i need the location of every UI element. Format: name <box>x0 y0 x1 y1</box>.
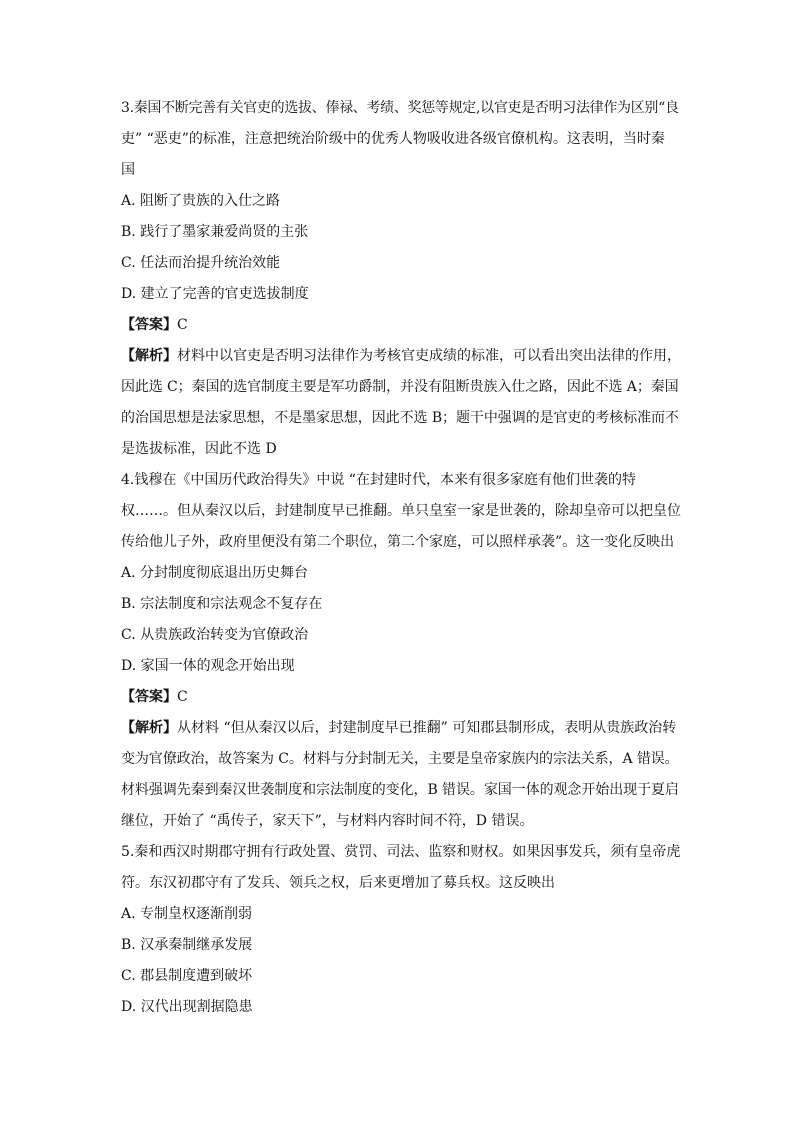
question-stem-line: 4.钱穆在《中国历代政治得失》中说 “在封建时代，本来有很多家庭有他们世袭的特 <box>121 472 636 488</box>
analysis-text: 从材料 “但从秦汉以后，封建制度早已推翻” 可知郡县制形成，表明从贵族政治转 <box>177 720 677 736</box>
option-a: A. 专制皇权逐渐削弱 <box>121 906 253 922</box>
analysis-line: 的治国思想是法家思想，不是墨家思想，因此不选 B；题干中强调的是官吏的考核标准而不 <box>121 410 679 426</box>
option-d: D. 家国一体的观念开始出现 <box>121 658 295 674</box>
question-stem-line: 3.秦国不断完善有关官吏的选拔、俸禄、考绩、奖惩等规定,以官吏是否明习法律作为区别“良 <box>121 100 679 116</box>
option-c: C. 任法而治提升统治效能 <box>121 255 281 271</box>
analysis-label: 【解析】 <box>121 348 177 364</box>
option-b: B. 汉承秦制继承发展 <box>121 937 253 953</box>
answer-line <box>121 310 681 341</box>
question-4 <box>121 465 681 837</box>
analysis-line: 因此选 C；秦国的选官制度主要是军功爵制，并没有阻断贵族入仕之路，因此不选 A；秦国 <box>121 379 679 395</box>
analysis-label: 【解析】 <box>121 720 177 736</box>
analysis-line: 继位，开始了 “禹传子，家天下”，与材料内容时间不符，D 错误。 <box>121 813 534 829</box>
analysis-text: 材料中以官吏是否明习法律作为考核官吏成绩的标准，可以看出突出法律的作用， <box>177 348 681 364</box>
answer-value: C <box>177 689 188 705</box>
question-stem-line: 国 <box>121 162 135 178</box>
option-a: A. 阻断了贵族的入仕之路 <box>121 193 281 209</box>
analysis-line <box>121 713 681 744</box>
analysis-line: 材料强调先秦到秦汉世袭制度和宗法制度的变化，B 错误。家国一体的观念开始出现于夏启 <box>121 782 679 798</box>
question-stem-line: 5.秦和西汉时期郡守拥有行政处置、赏罚、司法、监察和财权。如果因事发兵，须有皇帝虎 <box>121 844 681 860</box>
option-a: A. 分封制度彻底退出历史舞台 <box>121 565 309 581</box>
question-3 <box>121 93 681 465</box>
analysis-line: 是选拔标准，因此不选 D <box>121 441 277 457</box>
option-c: C. 从贵族政治转变为官僚政治 <box>121 627 309 643</box>
question-stem-line: 符。东汉初郡守有了发兵、领兵之权，后来更增加了募兵权。这反映出 <box>121 875 555 891</box>
option-d: D. 汉代出现割据隐患 <box>121 999 253 1015</box>
analysis-line: 变为官僚政治，故答案为 C。材料与分封制无关，主要是皇帝家族内的宗法关系，A 错误。 <box>121 751 679 767</box>
analysis-line <box>121 341 681 372</box>
answer-label: 【答案】 <box>121 689 177 705</box>
question-stem-line: 吏” “恶吏”的标准，注意把统治阶级中的优秀人物吸收进各级官僚机构。这表明，当时秦 <box>121 131 665 147</box>
answer-line <box>121 682 681 713</box>
option-b: B. 践行了墨家兼爱尚贤的主张 <box>121 224 309 240</box>
question-stem-line: 权……。但从秦汉以后，封建制度早已推翻。单只皇室一家是世袭的，除却皇帝可以把皇位 <box>121 503 681 519</box>
question-5 <box>121 837 681 1023</box>
question-stem-line: 传给他儿子外，政府里便没有第二个职位，第二个家庭，可以照样承袭”。这一变化反映出 <box>121 534 675 550</box>
option-c: C. 郡县制度遭到破坏 <box>121 968 253 984</box>
document-page <box>121 93 681 1023</box>
answer-label: 【答案】 <box>121 317 177 333</box>
option-d: D. 建立了完善的官吏选拔制度 <box>121 286 309 302</box>
answer-value: C <box>177 317 188 333</box>
option-b: B. 宗法制度和宗法观念不复存在 <box>121 596 323 612</box>
